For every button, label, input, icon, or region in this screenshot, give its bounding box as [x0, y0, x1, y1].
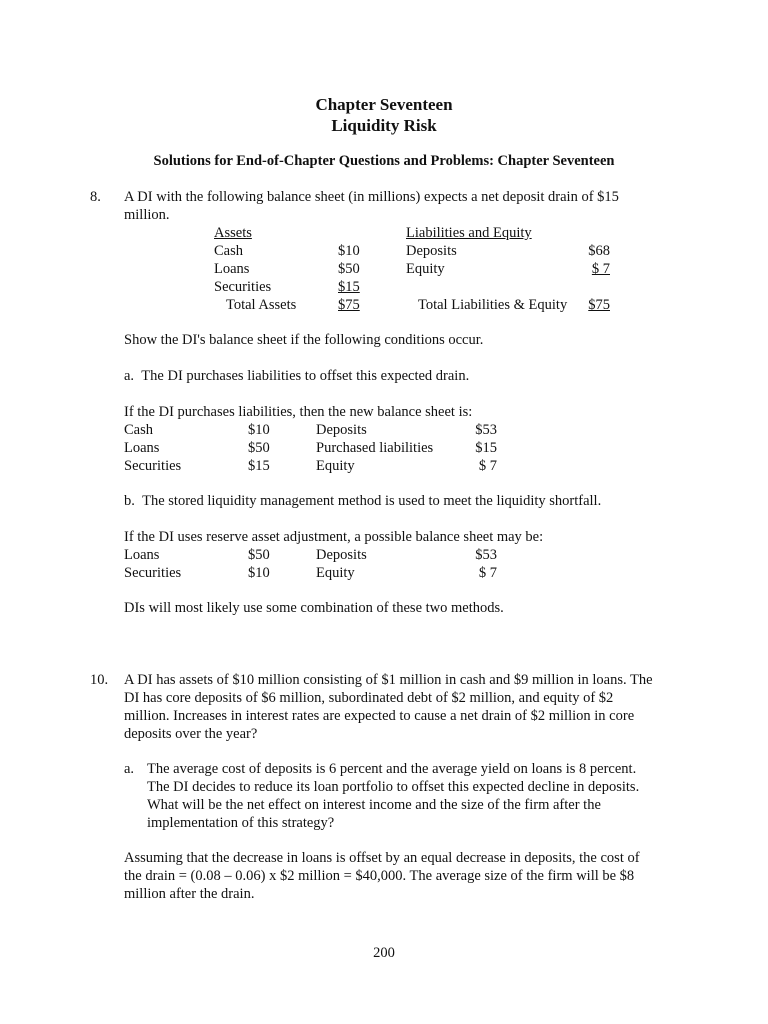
question-10-number: 10. [90, 672, 109, 688]
sheet-b-liab-label: Deposits [316, 547, 367, 563]
bs-asset-value: $50 [338, 261, 360, 277]
sheet-a-liab-label: Equity [316, 458, 355, 474]
sheet-b-asset-label: Securities [124, 565, 182, 581]
question-10-text-line: DI has core deposits of $6 million, subordinated debt of $2 million, and equity of $2 [124, 690, 614, 706]
bs-liab-value: $ 7 [591, 261, 610, 277]
sheet-b-asset-value: $50 [248, 547, 270, 563]
q8-part-b-intro: If the DI uses reserve asset adjustment, a possible balance sheet may be: [124, 529, 544, 545]
q8-conclusion: DIs will most likely use some combination of these two methods. [124, 600, 504, 616]
solutions-heading: Solutions for End-of-Chapter Questions and Problems: Chapter Seventeen [153, 153, 615, 169]
sheet-b-liab-label: Equity [316, 565, 355, 581]
q10-part-a-label: a. [124, 761, 135, 777]
total-assets-label: Total Assets [226, 297, 297, 313]
page-number: 200 [373, 945, 395, 961]
question-10-text-line: deposits over the year? [124, 726, 258, 742]
q10-answer-line: the drain = (0.08 – 0.06) x $2 million = $40,000. The average size of the firm will be $8 [124, 868, 635, 884]
sheet-a-liab-value: $15 [475, 440, 497, 456]
sheet-b-liab-value: $53 [475, 547, 497, 563]
sheet-a-asset-value: $50 [248, 440, 270, 456]
bs-liab-value: $68 [588, 243, 610, 259]
question-10-text-line: million. Increases in interest rates are expected to cause a net drain of $2 million in core [124, 708, 635, 724]
bs-asset-label: Securities [214, 279, 272, 295]
q8-part-b-question: b. The stored liquidity management method is used to meet the liquidity shortfall. [124, 493, 602, 509]
q10-answer-line: Assuming that the decrease in loans is offset by an equal decrease in deposits, the cost of [124, 850, 640, 866]
bs-asset-value: $10 [338, 243, 360, 259]
sheet-b-asset-label: Loans [124, 547, 160, 563]
sheet-a-asset-value: $15 [248, 458, 270, 474]
liabilities-header: Liabilities and Equity [406, 225, 532, 241]
sheet-b-liab-value: $ 7 [478, 565, 497, 581]
q8-prompt: Show the DI's balance sheet if the following conditions occur. [124, 332, 484, 348]
q10-part-a-line: The DI decides to reduce its loan portfolio to offset this expected decline in deposits. [147, 779, 640, 795]
bs-asset-label: Loans [214, 261, 250, 277]
sheet-b-asset-value: $10 [248, 565, 270, 581]
sheet-a-asset-label: Securities [124, 458, 182, 474]
assets-header: Assets [214, 225, 252, 241]
bs-asset-label: Cash [214, 243, 243, 259]
bs-liab-label: Equity [406, 261, 445, 277]
q8-part-a-intro: If the DI purchases liabilities, then the new balance sheet is: [124, 404, 473, 420]
question-8-text-line2: million. [124, 207, 170, 223]
sheet-a-asset-label: Cash [124, 422, 153, 438]
total-liabilities-label: Total Liabilities & Equity [418, 297, 568, 313]
chapter-title: Chapter Seventeen [315, 95, 453, 114]
sheet-a-liab-value: $ 7 [478, 458, 497, 474]
chapter-subtitle: Liquidity Risk [331, 116, 437, 135]
q10-answer-line: million after the drain. [124, 886, 255, 902]
q8-part-a-question: a. The DI purchases liabilities to offset this expected drain. [124, 368, 470, 384]
bs-asset-value: $15 [338, 279, 360, 295]
total-assets-value: $75 [338, 297, 360, 313]
sheet-a-liab-value: $53 [475, 422, 497, 438]
sheet-a-liab-label: Deposits [316, 422, 367, 438]
q10-part-a-line: implementation of this strategy? [147, 815, 335, 831]
bs-liab-label: Deposits [406, 243, 457, 259]
q10-part-a-line: What will be the net effect on interest income and the size of the firm after the [147, 797, 601, 813]
sheet-a-asset-label: Loans [124, 440, 160, 456]
sheet-a-liab-label: Purchased liabilities [316, 440, 434, 456]
sheet-a-asset-value: $10 [248, 422, 270, 438]
question-10-text-line: A DI has assets of $10 million consisting of $1 million in cash and $9 million in loans. The [124, 672, 653, 688]
question-8-number: 8. [90, 189, 101, 205]
question-8-text-line1: A DI with the following balance sheet (in millions) expects a net deposit drain of $15 [124, 189, 619, 205]
q10-part-a-line: The average cost of deposits is 6 percent and the average yield on loans is 8 percent. [147, 761, 637, 777]
total-liabilities-value: $75 [588, 297, 610, 313]
